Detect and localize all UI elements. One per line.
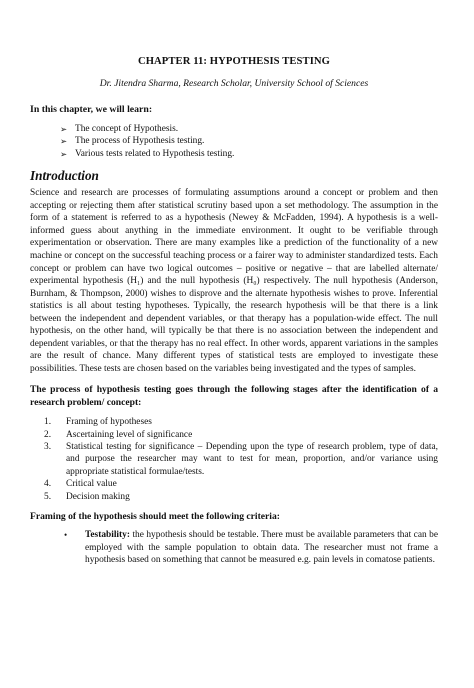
- stage-number: 3.: [44, 442, 52, 453]
- stage-text: Framing of hypotheses: [66, 417, 152, 428]
- list-item: [60, 123, 438, 135]
- stage-number: 2.: [44, 429, 52, 440]
- arrow-bullet-icon: ➢: [60, 148, 68, 159]
- criteria-item: [30, 529, 438, 567]
- document-page: [0, 56, 474, 688]
- bullet-dot-icon: •: [64, 530, 68, 541]
- stage-number: 5.: [44, 491, 52, 502]
- stage-text: Critical value: [66, 479, 117, 490]
- stage-text: Statistical testing for significance – Depending upon the type of research problem, type of data, and purpose the researcher may want to test for mean, proportion, and/or variance using appropriate statistical formulae/tests.: [66, 442, 438, 477]
- criteria-text: the hypothesis should be testable. There must be available parameters that can be employed with the sample population to obtain data. The researcher must not frame a hypothesis based on something that cannot be measured e.g. pain levels in comatose patients.: [85, 530, 438, 566]
- stage-number: 1.: [44, 417, 52, 428]
- stages-list: [30, 416, 438, 503]
- introduction-heading: Introduction: [30, 168, 99, 184]
- stage-text: Decision making: [66, 491, 130, 502]
- list-item: [30, 416, 438, 428]
- criteria-term: Testability:: [85, 530, 130, 541]
- criteria-heading: Framing of the hypothesis should meet the following criteria:: [30, 511, 280, 523]
- list-item: [30, 441, 438, 478]
- stage-number: 4.: [44, 479, 52, 490]
- learn-item-text: The concept of Hypothesis.: [75, 124, 179, 134]
- learn-list: [30, 123, 438, 160]
- list-item: [60, 148, 438, 160]
- learn-item-text: The process of Hypothesis testing.: [75, 136, 205, 147]
- list-item: [60, 135, 438, 147]
- arrow-bullet-icon: ➢: [60, 124, 68, 134]
- chapter-title: CHAPTER 11: HYPOTHESIS TESTING: [137, 56, 331, 67]
- author-line: Dr. Jitendra Sharma, Research Scholar, University School of Sciences: [99, 78, 369, 89]
- learn-item-text: Various tests related to Hypothesis testing.: [75, 148, 235, 159]
- list-item: [30, 491, 438, 503]
- stage-text: Ascertaining level of significance: [66, 429, 193, 440]
- introduction-paragraph: Science and research are processes of formulating assumptions around a concept or problem and then accepting or rejecting them after statistical scrutiny based upon a set methodology. The assumption in the form of a statement is referred to as a hypothesis (Newey & McFadden, 1994). A hypothesis is a well-informed guess about anything in the immediate environment. It ought to be verifiable through experimentation or observation. There are many examples like a prediction of the functionality of a new machine or concept on the successful teaching process or a fairer way to administer standardized tests. Each concept or problem can have two logical outcomes – positive or negative – that are labelled alternate/ experimental hypothesis (H₁) and the null hypothesis (H₀) respectively. The null hypothesis (Anderson, Burnham, & Thompson, 2000) wishes to disprove and the alternate hypothesis wishes to prove. Inferential statistics is all about testing hypotheses. Typically, the research hypothesis will be that there is a link between the independent and dependent variables, or that therapy has a population-wide effect. The null hypothesis, on the other hand, will typically be that there is no association between the independent and dependent variables, or that the therapy has no real effect. In other words, apparent variations in the samples are the result of chance. Many different types of statistical tests are employed to investigate these possibilities. These tests are chosen based on the variables being investigated and the types of samples.: [30, 188, 438, 374]
- learn-heading: In this chapter, we will learn:: [30, 104, 153, 115]
- process-heading: The process of hypothesis testing goes through the following stages after the identification of a research problem/ concept:: [30, 384, 438, 408]
- list-item: [30, 429, 438, 441]
- list-item: [30, 478, 438, 490]
- arrow-bullet-icon: ➢: [60, 136, 68, 147]
